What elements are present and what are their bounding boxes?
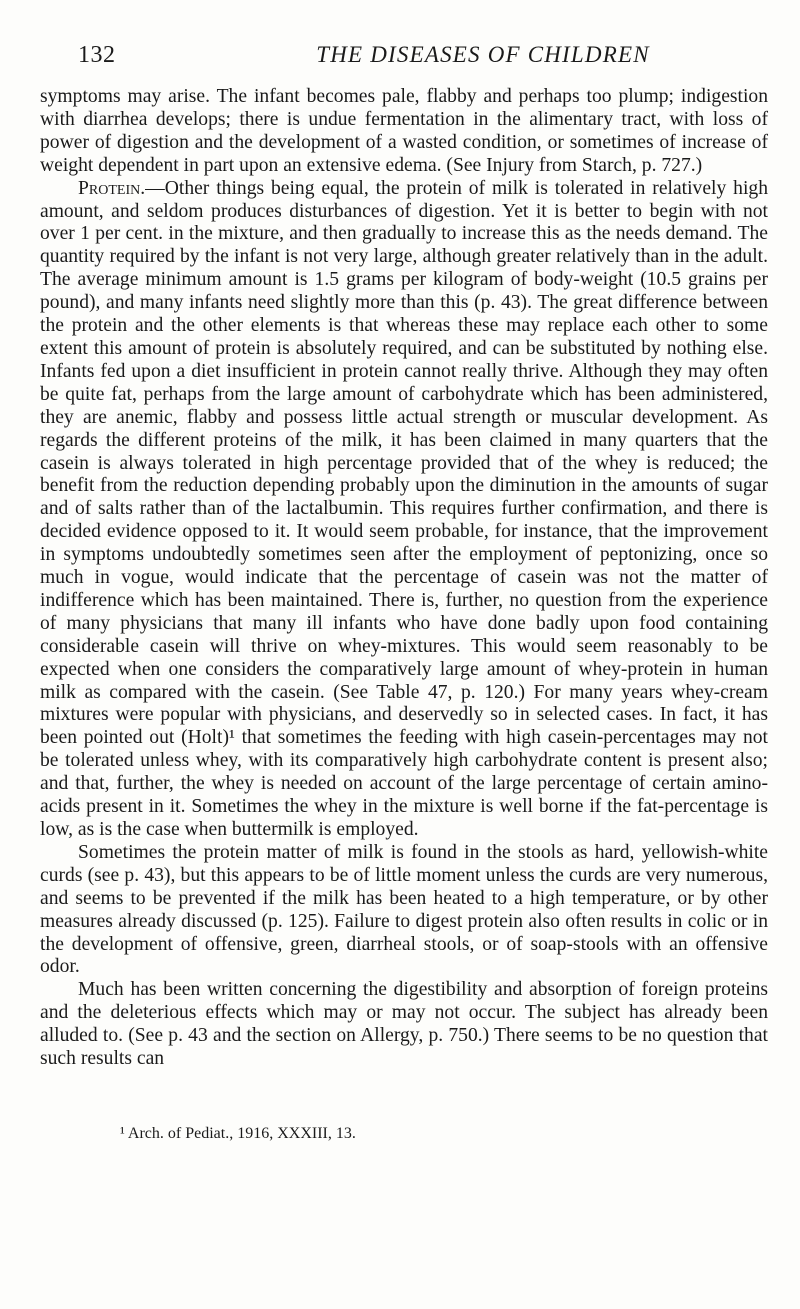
paragraph-protein-text: —Other things being equal, the protein of milk is tolerated in relatively high amount, and seldom produces disturbances of digestion. Yet it is better to begin with not over 1 per cent. in the mixture, and then gradually to increase this as the needs demand. The quantity required by the infant is not very large, although greater relatively than in the adult. The average minimum amount is 1.5 grams per kilogram of body-weight (10.5 grains per pound), and many infants need slightly more than this (p. 43). The great difference between the protein and the other elements is that whereas these may replace each other to some extent this amount of protein is absolutely required, and can be substituted by nothing else. Infants fed upon a diet insufficient in protein cannot really thrive. Although they may often be quite fat, perhaps from the large amount of carbohydrate which has been administered, they are anemic, flabby and possess little actual strength or muscular development. As regards the different proteins of the milk, it has been claimed in many quarters that the casein is always tolerated in high percentage provided that of the whey is reduced; the benefit from the reduction depending probably upon the diminution in the amounts of sugar and of salts rather than of the lactalbumin. This requires further confirmation, and there is decided evidence opposed to it. It would seem probable, for instance, that the improvement in symptoms undoubtedly sometimes seen after the employment of peptonizing, once so much in vogue, would indicate that the percentage of casein was not the matter of indifference which has been maintained. There is, further, no question from the experience of many physicians that many ill infants who have done badly upon food containing considerable casein will thrive on whey-mixtures. This would seem reasonably to be expected when one considers the comparatively large amount of whey-protein in human milk as compared with the casein. (See Table 47, p. 120.) For many years whey-cream mixtures were popular with physicians, and deservedly so in selected cases. In fact, it has been pointed out (Holt)¹ that sometimes the feeding with high casein-percentages may not be tolerated unless whey, with its comparatively high carbohydrate content is present also; and that, further, the whey is needed on account of the large percentage of certain amino-acids present in it. Sometimes the whey in the mixture is well borne if the fat-percentage is low, as is the case when buttermilk is employed. [40, 177, 768, 840]
section-heading-protein: Protein. [78, 177, 146, 199]
paragraph-curds: Sometimes the protein matter of milk is found in the stools as hard, yellowish-white curds (see p. 43), but this appears to be of little moment unless the curds are very numerous, and seems to be prevented if the milk has been heated to a high temperature, or by other measures already discussed (p. 125). Failure to digest protein also often results in colic or in the development of offensive, green, diarrheal stools, or of soap-stools with an offensive odor. [40, 841, 768, 978]
paragraph-starch-continuation: symptoms may arise. The infant becomes pale, flabby and perhaps too plump; indigestion with diarrhea develops; there is undue fermentation in the alimentary tract, with loss of power of digestion and the development of a wasted condition, or sometimes of increase of weight dependent in part upon an extensive edema. (See Injury from Starch, p. 727.) [40, 86, 768, 176]
body-text [40, 86, 768, 1071]
paragraph-foreign-proteins: Much has been written concerning the digestibility and absorption of foreign proteins and the deleterious effects which may or may not occur. The subject has already been alluded to. (See p. 43 and the section on Allergy, p. 750.) There seems to be no question that such results can [40, 979, 768, 1070]
footnote: ¹ Arch. of Pediat., 1916, XXXIII, 13. [120, 1125, 356, 1142]
running-title: THE DISEASES OF CHILDREN [316, 42, 650, 67]
paragraph-protein [40, 178, 768, 842]
page-header [78, 36, 768, 76]
page-number: 132 [78, 42, 116, 68]
